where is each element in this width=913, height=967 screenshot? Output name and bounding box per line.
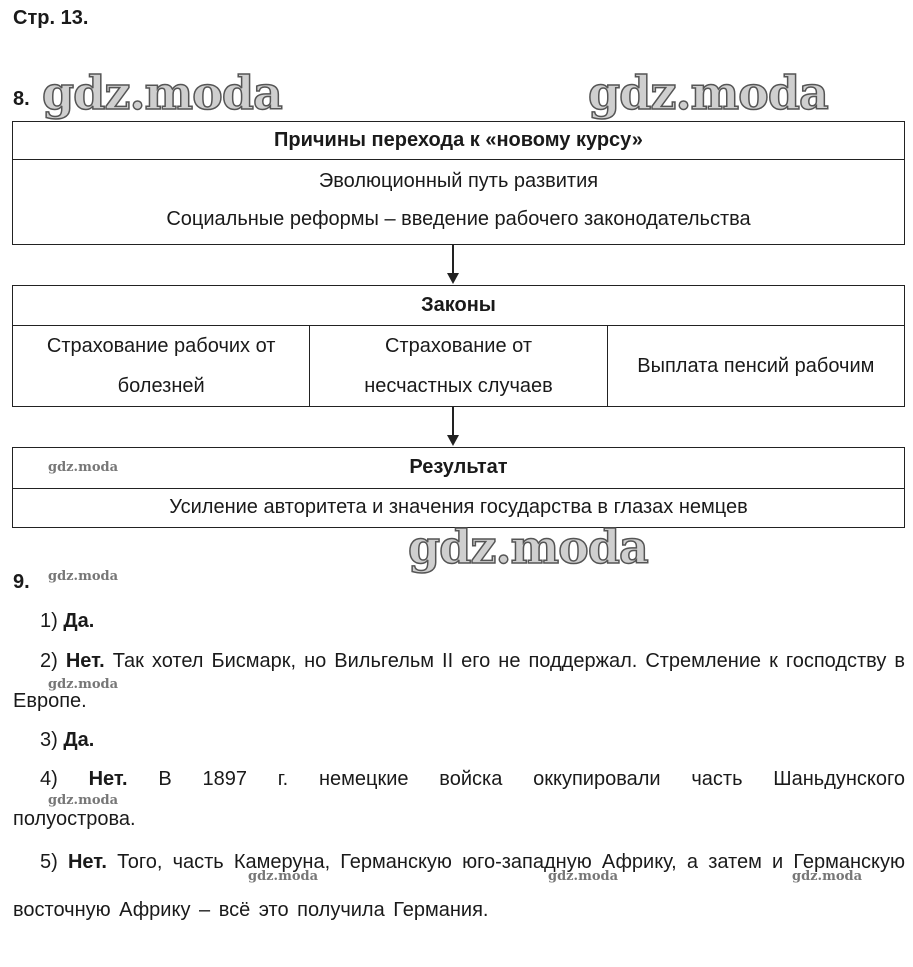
causes-line-2: Социальные реформы – введение рабочего законодательства bbox=[166, 208, 751, 230]
causes-box bbox=[12, 121, 905, 245]
watermark: gdz.moda bbox=[48, 460, 119, 475]
laws-cells bbox=[13, 326, 904, 406]
question-9-number: 9. bbox=[13, 571, 30, 593]
law-text: болезней bbox=[117, 375, 205, 397]
answer-verdict: Нет. bbox=[67, 851, 107, 873]
answer-text: Так хотел Бисмарк, но Вильгельм II его не поддержал. Стремление к господству в Европе. bbox=[13, 650, 905, 712]
laws-title: Законы bbox=[13, 286, 904, 326]
watermark: gdz.moda bbox=[548, 869, 619, 884]
answer-verdict: Да. bbox=[63, 610, 95, 632]
arrow-line bbox=[452, 407, 454, 436]
watermark: gdz.moda bbox=[248, 869, 319, 884]
law-cell bbox=[310, 326, 607, 406]
answer-3 bbox=[13, 720, 905, 760]
watermark: gdz.moda bbox=[792, 869, 863, 884]
answer-4 bbox=[13, 759, 905, 839]
result-title: Результат bbox=[13, 448, 904, 489]
watermark: gdz.moda bbox=[48, 677, 119, 692]
answer-number: 4) bbox=[40, 768, 58, 790]
law-cell bbox=[608, 326, 904, 406]
answer-1 bbox=[13, 601, 905, 641]
law-text: Страхование от bbox=[384, 335, 532, 357]
causes-line-1: Эволюционный путь развития bbox=[318, 170, 599, 192]
answer-verdict: Нет. bbox=[88, 768, 128, 790]
question-8-number: 8. bbox=[13, 88, 30, 110]
answer-verdict: Нет. bbox=[65, 650, 105, 672]
arrow-head bbox=[447, 273, 459, 284]
watermark: gdz.moda bbox=[588, 66, 828, 120]
law-text: Выплата пенсий рабочим bbox=[637, 355, 875, 377]
watermark: gdz.moda bbox=[408, 520, 648, 574]
watermark: gdz.moda bbox=[42, 66, 282, 120]
page-label: Стр. 13. bbox=[13, 7, 89, 29]
law-text: несчастных случаев bbox=[364, 375, 553, 397]
watermark: gdz.moda bbox=[48, 569, 119, 584]
result-line: Усиление авторитета и значения государства в глазах немцев bbox=[169, 496, 748, 518]
laws-box bbox=[12, 285, 905, 407]
watermark: gdz.moda bbox=[48, 793, 119, 808]
result-box bbox=[12, 447, 905, 528]
law-text: Страхование рабочих от bbox=[46, 335, 276, 357]
answer-number: 1) bbox=[40, 610, 58, 632]
answer-text: В 1897 г. немецкие войска оккупировали часть Шаньдунского полуострова. bbox=[13, 768, 906, 830]
law-cell bbox=[13, 326, 310, 406]
answer-5 bbox=[13, 838, 905, 934]
answer-text: Того, часть Камеруна, Германскую юго-западную Африку, а затем и Германскую восточную Африку – всё это получила Германия. bbox=[13, 851, 906, 921]
arrow-head bbox=[447, 435, 459, 446]
answer-verdict: Да. bbox=[63, 729, 95, 751]
arrow-line bbox=[452, 245, 454, 274]
answer-2 bbox=[13, 641, 905, 721]
answer-number: 2) bbox=[40, 650, 58, 672]
answer-number: 3) bbox=[40, 729, 58, 751]
answer-number: 5) bbox=[40, 851, 58, 873]
causes-title: Причины перехода к «новому курсу» bbox=[13, 122, 904, 160]
